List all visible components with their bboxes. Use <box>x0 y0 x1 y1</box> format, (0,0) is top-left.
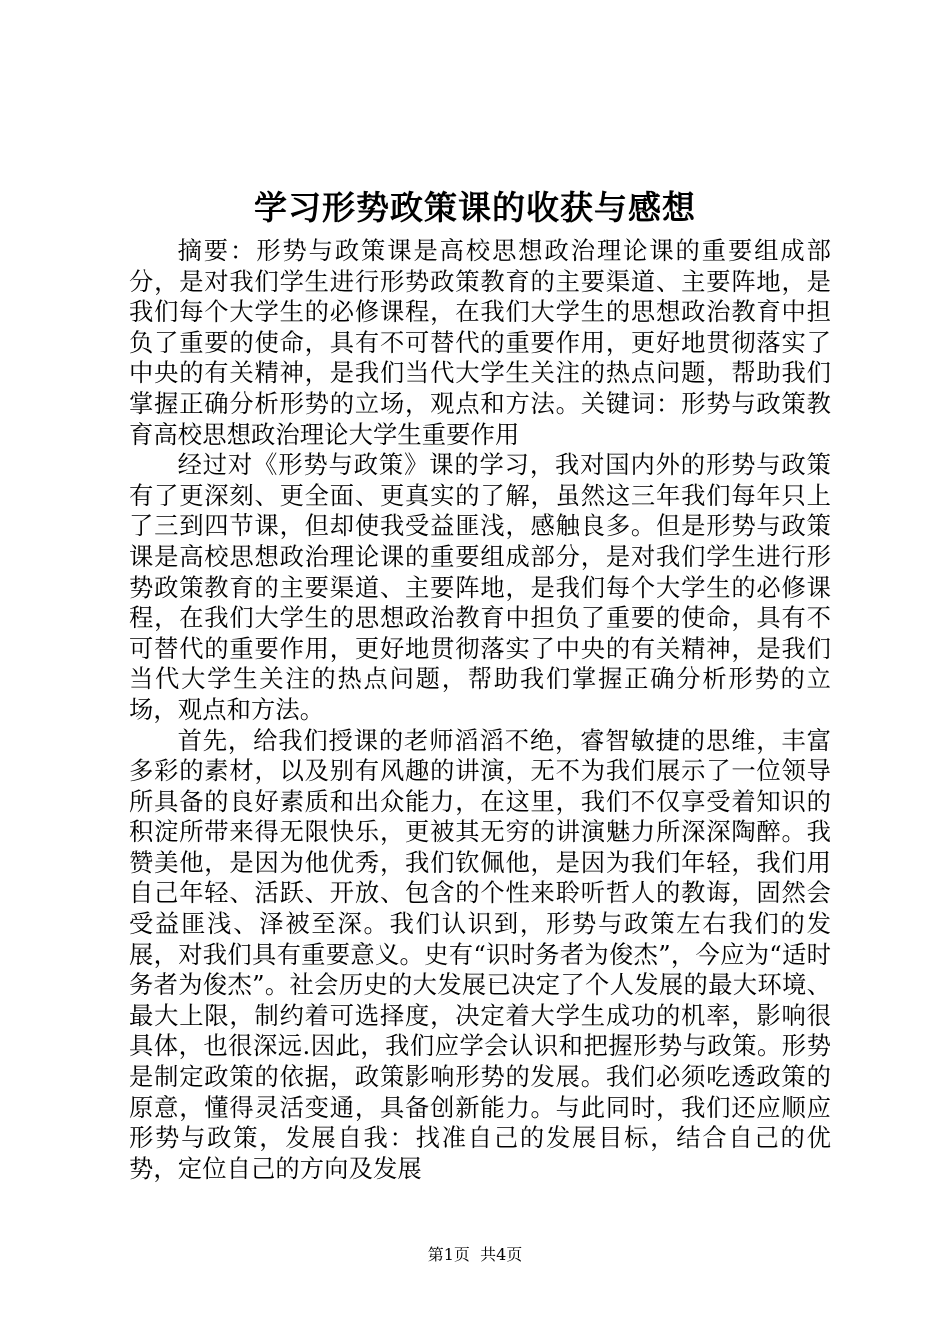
paragraph-teacher: 首先，给我们授课的老师滔滔不绝，睿智敏捷的思维，丰富多彩的素材，以及别有风趣的讲演，无不为我们展示了一位领导所具备的良好素质和出众能力，在这里，我们不仅享受着知识的积淀所带来得无限快乐，更被其无穷的讲演魅力所深深陶醉。我赞美他，是因为他优秀，我们钦佩他，是因为我们年轻，我们用自己年轻、活跃、开放、包含的个性来聆听哲人的教诲，固然会受益匪浅、泽被至深。我们认识到，形势与政策左右我们的发展，对我们具有重要意义。史有“识时务者为俊杰”，今应为“适时务者为俊杰”。社会历史的大发展已决定了个人发展的最大环境、最大上限，制约着可选择度，决定着大学生成功的机率，影响很具体，也很深远.因此，我们应学会认识和把握形势与政策。形势是制定政策的依据，政策影响形势的发展。我们必须吃透政策的原意，懂得灵活变通，具备创新能力。与此同时，我们还应顺应形势与政策，发展自我：找准自己的发展目标，结合自己的优势，定位自己的方向及发展 <box>129 725 831 1183</box>
page-footer <box>0 1244 950 1266</box>
paragraph-abstract: 摘要：形势与政策课是高校思想政治理论课的重要组成部分，是对我们学生进行形势政策教育的主要渠道、主要阵地，是我们每个大学生的必修课程，在我们大学生的思想政治教育中担负了重要的使命，具有不可替代的重要作用，更好地贯彻落实了中央的有关精神，是我们当代大学生关注的热点问题，帮助我们掌握正确分析形势的立场，观点和方法。关键词：形势与政策教育高校思想政治理论大学生重要作用 <box>129 236 831 449</box>
page-total: 共4页 <box>480 1245 523 1264</box>
document-title: 学习形势政策课的收获与感想 <box>254 188 696 227</box>
page-number: 第1页 <box>427 1245 470 1264</box>
paragraph-course-experience: 经过对《形势与政策》课的学习，我对国内外的形势与政策有了更深刻、更全面、更真实的了解，虽然这三年我们每年只上了三到四节课，但却使我受益匪浅，感触良多。但是形势与政策课是高校思想政治理论课的重要组成部分，是对我们学生进行形势政策教育的主要渠道、主要阵地，是我们每个大学生的必修课程，在我们大学生的思想政治教育中担负了重要的使命，具有不可替代的重要作用，更好地贯彻落实了中央的有关精神，是我们当代大学生关注的热点问题，帮助我们掌握正确分析形势的立场，观点和方法。 <box>129 450 831 724</box>
document-body <box>129 236 831 1184</box>
